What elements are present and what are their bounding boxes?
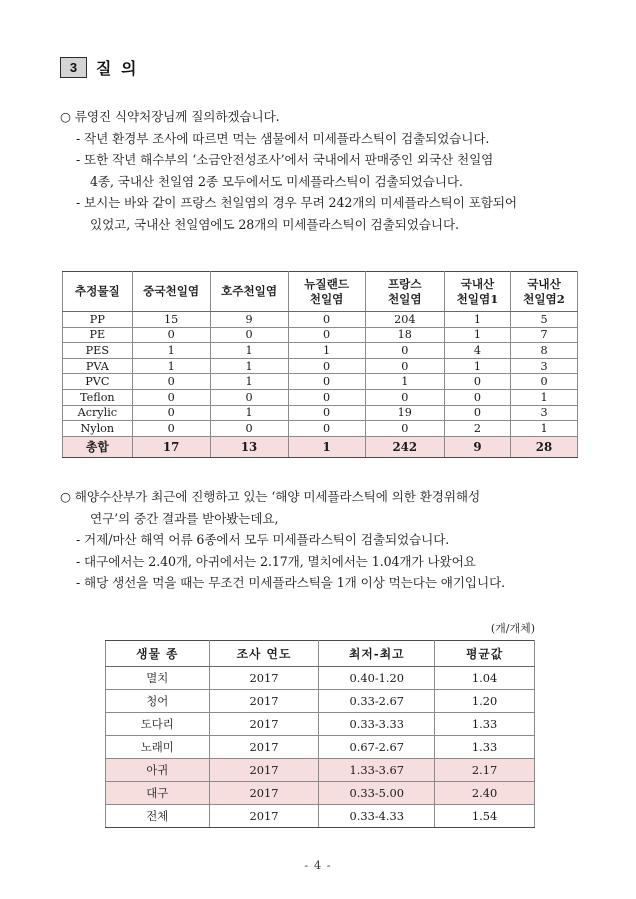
fish-table-header-cell: 생물 종 xyxy=(106,641,210,667)
salt-table-cell: 0 xyxy=(132,327,210,343)
text-line: - 해당 생선을 먹을 때는 무조건 미세플라스틱을 1개 이상 먹는다는 얘기입니다. xyxy=(76,575,506,590)
salt-table-cell: 0 xyxy=(288,389,365,405)
salt-table-cell: 1 xyxy=(365,374,444,390)
salt-table-header-cell: 국내산 천일염1 xyxy=(444,272,510,312)
salt-table-row-label: PES xyxy=(63,343,133,359)
section-number-box: 3 xyxy=(60,57,87,78)
salt-table-cell: 0 xyxy=(132,421,210,437)
salt-table-cell: 1 xyxy=(511,421,578,437)
text-line: - 대구에서는 2.40개, 아귀에서는 2.17개, 멸치에서는 1.04개가 나왔어요 xyxy=(76,553,476,569)
salt-table-cell: 1 xyxy=(132,343,210,359)
salt-table-cell: 242 xyxy=(365,436,444,457)
salt-table-cell: 4 xyxy=(444,343,510,359)
salt-microplastic-table xyxy=(62,271,578,458)
salt-table-cell: 0 xyxy=(444,374,510,390)
salt-table-cell: 0 xyxy=(288,312,365,328)
salt-table-cell: 18 xyxy=(365,327,444,343)
salt-table-cell: 5 xyxy=(511,312,578,328)
fish-table-cell: 2017 xyxy=(209,782,319,805)
table-row xyxy=(106,759,535,782)
table-row xyxy=(63,327,578,343)
salt-table-cell: 9 xyxy=(444,436,510,457)
salt-table-cell: 1 xyxy=(210,343,288,359)
fish-table-cell: 2017 xyxy=(209,690,319,713)
fish-table-cell: 2017 xyxy=(209,713,319,736)
fish-table-row-label: 멸치 xyxy=(106,667,210,690)
fish-table-cell: 1.33-3.67 xyxy=(319,759,435,782)
table-row xyxy=(106,713,535,736)
fish-table-cell: 0.40-1.20 xyxy=(319,667,435,690)
salt-table-cell: 0 xyxy=(365,389,444,405)
salt-table-cell: 1 xyxy=(511,389,578,405)
fish-table-header-cell: 최저-최고 xyxy=(319,641,435,667)
fish-table-cell: 2017 xyxy=(209,736,319,759)
salt-table-cell: 0 xyxy=(288,327,365,343)
text-line: - 거제/마산 해역 어류 6종에서 모두 미세플라스틱이 검출되었습니다. xyxy=(76,532,450,547)
salt-table-header-cell: 추정물질 xyxy=(63,272,133,312)
salt-table-total-row xyxy=(63,436,578,457)
salt-table-row-label: PVA xyxy=(63,358,133,374)
salt-table-cell: 0 xyxy=(132,389,210,405)
salt-table-cell: 0 xyxy=(288,421,365,437)
salt-table-cell: 0 xyxy=(365,343,444,359)
salt-table-cell: 9 xyxy=(210,312,288,328)
fish-table-cell: 0.67-2.67 xyxy=(319,736,435,759)
salt-table-cell: 0 xyxy=(444,389,510,405)
fish-table-row-label: 전체 xyxy=(106,805,210,828)
salt-table-head xyxy=(63,272,578,312)
table-row xyxy=(106,805,535,828)
text-line: 연구’의 중간 결과를 받아봤는데요, xyxy=(90,510,279,526)
fish-table-cell: 0.33-5.00 xyxy=(319,782,435,805)
salt-table-header-cell: 국내산 천일염2 xyxy=(511,272,578,312)
table-row xyxy=(63,312,578,328)
fish-table-cell: 2017 xyxy=(209,667,319,690)
text-line: 4종, 국내산 천일염 2종 모두에서도 미세플라스틱이 검출되었습니다. xyxy=(90,173,463,189)
salt-table-cell: 0 xyxy=(132,405,210,421)
salt-table-cell: 0 xyxy=(288,358,365,374)
salt-table-cell: 0 xyxy=(288,374,365,390)
text-line: - 작년 환경부 조사에 따르면 먹는 샘물에서 미세플라스틱이 검출되었습니다. xyxy=(76,130,490,146)
salt-table-cell: 1 xyxy=(210,358,288,374)
salt-table-cell: 204 xyxy=(365,312,444,328)
salt-table-cell: 1 xyxy=(444,358,510,374)
salt-table-cell: 1 xyxy=(444,312,510,328)
text-line: - 보시는 바와 같이 프랑스 천일염의 경우 무려 242개의 미세플라스틱이 포함되어 xyxy=(76,195,517,210)
fish-table-cell: 2017 xyxy=(209,805,319,828)
salt-table-row-label: Acrylic xyxy=(63,405,133,421)
text-line: ○ 류영진 식약처장님께 질의하겠습니다. xyxy=(60,109,280,124)
fish-table-cell: 1.54 xyxy=(435,805,535,828)
text-line: ○ 해양수산부가 최근에 진행하고 있는 ‘해양 미세플라스틱에 의한 환경위해성 xyxy=(60,489,481,504)
salt-table-cell: 1 xyxy=(210,374,288,390)
salt-table-cell: 0 xyxy=(210,421,288,437)
fish-table-cell: 0.33-3.33 xyxy=(319,713,435,736)
salt-table-cell: 0 xyxy=(210,389,288,405)
text-line: 있었고, 국내산 천일염에도 28개의 미세플라스틱이 검출되었습니다. xyxy=(90,216,459,232)
salt-table-cell: 13 xyxy=(210,436,288,457)
fish-table-row-label: 도다리 xyxy=(106,713,210,736)
paragraph-block-2 xyxy=(60,486,590,594)
table-row xyxy=(63,405,578,421)
salt-table-cell: 7 xyxy=(511,327,578,343)
fish-table-row-label: 청어 xyxy=(106,690,210,713)
fish-table-header-cell: 조사 연도 xyxy=(209,641,319,667)
fish-table-cell: 2.40 xyxy=(435,782,535,805)
fish-table-cell: 0.33-4.33 xyxy=(319,805,435,828)
salt-table-header-cell: 뉴질랜드 천일염 xyxy=(288,272,365,312)
salt-table-cell: 0 xyxy=(365,421,444,437)
fish-table-row-label: 아귀 xyxy=(106,759,210,782)
salt-table-row-label: PVC xyxy=(63,374,133,390)
fish-table-head xyxy=(106,641,535,667)
salt-table-cell: 1 xyxy=(444,327,510,343)
table-row xyxy=(106,736,535,759)
table-row xyxy=(106,690,535,713)
fish-table-row-label: 대구 xyxy=(106,782,210,805)
salt-table-cell: 15 xyxy=(132,312,210,328)
salt-table-cell: 1 xyxy=(132,358,210,374)
salt-table-header-cell: 호주천일염 xyxy=(210,272,288,312)
fish-microplastic-table xyxy=(105,640,535,828)
table-row xyxy=(63,343,578,359)
fish-table-cell: 1.33 xyxy=(435,713,535,736)
fish-table-cell: 1.04 xyxy=(435,667,535,690)
salt-table-cell: 3 xyxy=(511,405,578,421)
fish-table-unit-label: (개/개체) xyxy=(490,622,535,635)
salt-table-cell: 0 xyxy=(365,358,444,374)
page-footer: - 4 - xyxy=(304,858,332,872)
salt-table-row-label: PP xyxy=(63,312,133,328)
salt-table-cell: 1 xyxy=(288,436,365,457)
table-row xyxy=(63,374,578,390)
salt-table-cell: 0 xyxy=(511,374,578,390)
salt-table-cell: 3 xyxy=(511,358,578,374)
table-row xyxy=(63,358,578,374)
salt-table-cell: 28 xyxy=(511,436,578,457)
salt-table-header-cell: 중국천일염 xyxy=(132,272,210,312)
fish-table-body xyxy=(106,667,535,828)
text-line: - 또한 작년 해수부의 ‘소금안전성조사’에서 국내에서 판매중인 외국산 천일염 xyxy=(76,152,494,167)
section-heading xyxy=(60,56,138,79)
salt-table-cell: 1 xyxy=(210,405,288,421)
table-row xyxy=(63,389,578,405)
fish-table-cell: 2017 xyxy=(209,759,319,782)
fish-table-cell: 1.20 xyxy=(435,690,535,713)
fish-table-cell: 1.33 xyxy=(435,736,535,759)
salt-table-cell: 8 xyxy=(511,343,578,359)
salt-table-row-label: 총합 xyxy=(63,436,133,457)
table-header-row xyxy=(63,272,578,312)
salt-table-cell: 0 xyxy=(132,374,210,390)
fish-table-cell: 0.33-2.67 xyxy=(319,690,435,713)
salt-table-row-label: PE xyxy=(63,327,133,343)
salt-table-cell: 0 xyxy=(444,405,510,421)
section-title: 질 의 xyxy=(96,59,139,78)
table-row xyxy=(106,782,535,805)
salt-table-cell: 2 xyxy=(444,421,510,437)
table-row xyxy=(63,421,578,437)
salt-table-cell: 19 xyxy=(365,405,444,421)
salt-table-body xyxy=(63,312,578,458)
salt-table-row-label: Teflon xyxy=(63,389,133,405)
paragraph-block-1 xyxy=(60,106,590,235)
fish-table-row-label: 노래미 xyxy=(106,736,210,759)
table-header-row xyxy=(106,641,535,667)
fish-table-cell: 2.17 xyxy=(435,759,535,782)
table-row xyxy=(106,667,535,690)
salt-table-cell: 0 xyxy=(210,327,288,343)
salt-table-header-cell: 프랑스 천일염 xyxy=(365,272,444,312)
salt-table-cell: 0 xyxy=(288,405,365,421)
salt-table-cell: 17 xyxy=(132,436,210,457)
salt-table-row-label: Nylon xyxy=(63,421,133,437)
fish-table-header-cell: 평균값 xyxy=(435,641,535,667)
salt-table-cell: 1 xyxy=(288,343,365,359)
